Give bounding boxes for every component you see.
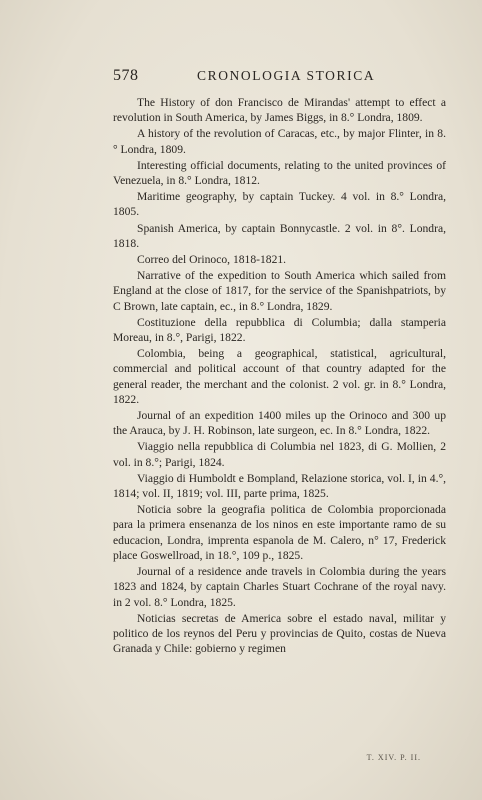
bibliography-entry: Maritime geography, by captain Tuckey. 4 vol. in 8.° Londra, 1805. (113, 190, 446, 219)
bibliography-entry: Costituzione della repubblica di Columbia; dalla stamperia Moreau, in 8.°, Parigi, 1822. (113, 315, 446, 345)
page-number: 578 (113, 67, 139, 84)
bibliography-entry: Noticia sobre la geografia politica de Colombia proporcionada para la primera ensenanza de los ninos en este importante ramo de su educacion, Londra, imprenta espanola de M. Calero, n° 17, Frederick place Goswellroad, in 18.°, 109 p., 1825. (113, 503, 446, 562)
bibliography-entry: Correo del Orinoco, 1818-1821. (137, 253, 287, 267)
bibliography-entry: Viaggio di Humboldt e Bompland, Relazione storica, vol. I, in 4.°, 1814; vol. II, 1819; vol. III, parte prima, 1825. (113, 471, 446, 501)
bibliography-entry: Noticias secretas de America sobre el estado naval, militar y politico de los reynos del Peru y provincias de Quito, costas de Nueva Granada y Chile: gobierno y regimen (113, 611, 446, 656)
bibliography-entry: A history of the revolution of Caracas, etc., by major Flinter, in 8.° Londra, 1809. (113, 127, 446, 156)
bibliography-entry: Viaggio nella repubblica di Columbia nel 1823, di G. Mollien, 2 vol. in 8.°; Parigi, 1824. (113, 440, 446, 469)
bibliography-entry: Spanish America, by captain Bonnycastle. 2 vol. in 8°. Londra, 1818. (113, 221, 446, 250)
signature-mark: T. XIV. P. II. (366, 753, 421, 762)
bibliography-entry: Colombia, being a geographical, statistical, agricultural, commercial and political account of that country adapted for the general reader, the merchant and the colonist. 2 vol. gr. in 8.° Londra, 1822. (113, 347, 446, 406)
page-header (113, 67, 446, 87)
running-head: CRONOLOGIA STORICA (197, 68, 376, 83)
bibliography-entry: Journal of an expedition 1400 miles up the Orinoco and 300 up the Arauca, by J. H. Robinson, late surgeon, ec. In 8.° Londra, 1822. (113, 409, 446, 438)
bibliography-entry: The History of don Francisco de Mirandas' attempt to effect a revolution in South America, by James Biggs, in 8.° Londra, 1809. (113, 96, 446, 125)
bibliography-entry: Interesting official documents, relating to the united provinces of Venezuela, in 8.° Londra, 1812. (113, 158, 446, 188)
bibliography-entry: Narrative of the expedition to South America which sailed from England at the close of 1817, for the service of the Spanishpatriots, by C Brown, late captain, ec., in 8.° Londra, 1829. (113, 269, 446, 313)
bibliography-entry: Journal of a residence ande travels in Colombia during the years 1823 and 1824, by captain Charles Stuart Cochrane of the royal navy. in 2 vol. 8.° Londra, 1825. (113, 565, 446, 609)
bibliography-text (113, 95, 446, 657)
